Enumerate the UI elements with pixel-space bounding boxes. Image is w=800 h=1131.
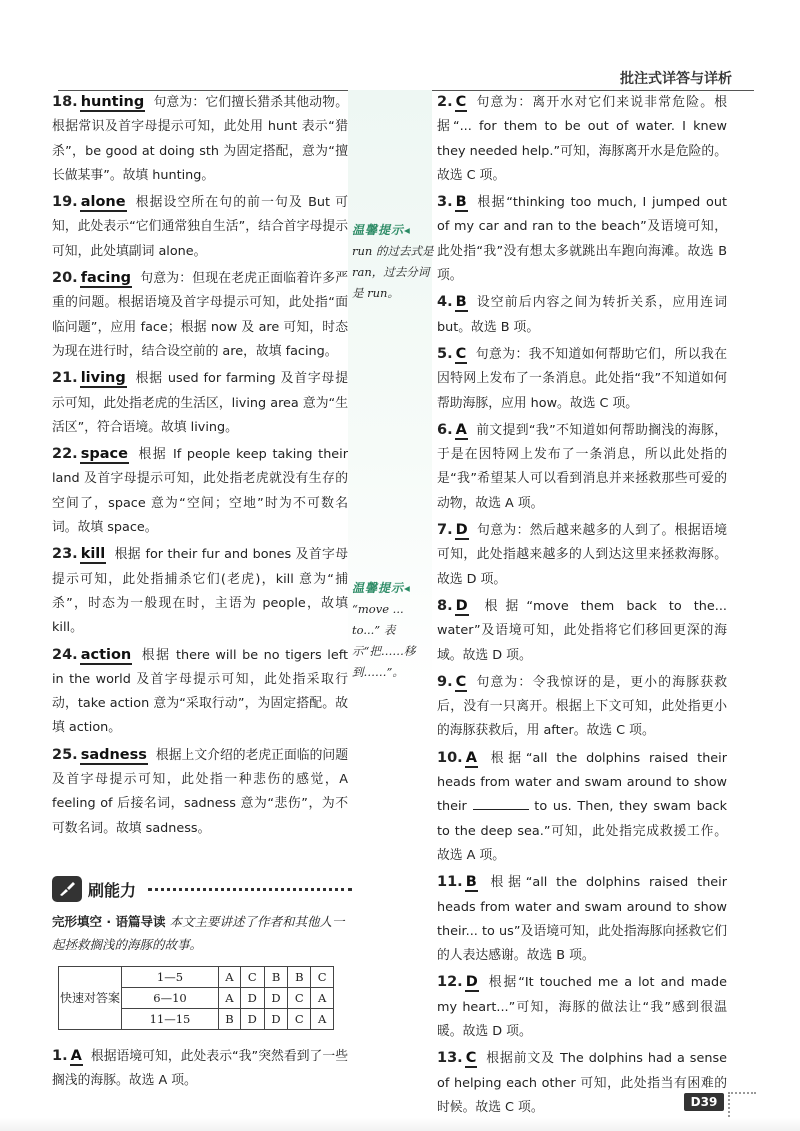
passage-intro bbox=[52, 910, 352, 956]
item-number: 22. bbox=[52, 446, 78, 463]
answer-cell: A bbox=[311, 1009, 334, 1030]
item-answer: action bbox=[80, 646, 132, 663]
item-explanation: 句意为：离开水对它们来说非常危险。根据“... for them to be out of water. I knew they needed help.”可知，海豚离开水是危险的。故选 C 项。 bbox=[437, 95, 727, 183]
item-explanation: 设空前后内容之间为转折关系，应用连词 but。故选 B 项。 bbox=[437, 295, 727, 335]
answer-cell: C bbox=[288, 988, 311, 1009]
quick-answer-table bbox=[58, 966, 334, 1030]
item-number: 5. bbox=[437, 345, 453, 362]
item-answer: A bbox=[455, 421, 467, 438]
item-number: 23. bbox=[52, 546, 78, 563]
answer-item-4 bbox=[437, 290, 727, 340]
right-column bbox=[437, 90, 727, 1122]
item-explanation: 句意为：令我惊讶的是，更小的海豚获救后，没有一只离开。根据上下文可知，此处指更小的海豚获救后，用 after。故选 C 项。 bbox=[437, 674, 727, 739]
answer-cell: D bbox=[264, 988, 288, 1009]
item-answer: C bbox=[455, 673, 467, 690]
item-explanation: 根据设空所在句的前一句及 But 可知，此处表示“它们通常独自生活”，结合首字母提示可知，此处填副词 alone。 bbox=[52, 195, 348, 259]
item-answer: A bbox=[465, 749, 477, 766]
answer-cell: A bbox=[218, 988, 240, 1009]
item-explanation: 根据 for their fur and bones 及首字母提示可知，此处指捕杀它们(老虎)，kill 意为“捕杀”，时态为一般现在时，主语为 people，故填 kill。 bbox=[52, 547, 348, 636]
left-column bbox=[52, 90, 348, 843]
item-answer: alone bbox=[80, 194, 126, 211]
item-explanation: 句意为：它们擅长猎杀其他动物。根据常识及首字母提示可知，此处用 hunt 表示“猎杀”，be good at doing sth 为固定搭配，意为“擅长做某事”。故填 hunting。 bbox=[52, 95, 348, 183]
item-explanation: 句意为：然后越来越多的人到了。根据语境可知，此处指越来越多的人到达这里来拯救海豚。故选 D 项。 bbox=[437, 523, 727, 587]
tip-arrow-icon: ◂ bbox=[404, 581, 410, 595]
item-answer: B bbox=[465, 874, 477, 891]
item-answer: hunting bbox=[80, 94, 145, 110]
range-cell: 11—15 bbox=[122, 1009, 219, 1030]
item-number: 4. bbox=[437, 294, 453, 311]
item-answer: living bbox=[80, 370, 126, 387]
item-number: 7. bbox=[437, 522, 453, 539]
item-number: 25. bbox=[52, 746, 78, 763]
intro-label: 完形填空 · 语篇导读 bbox=[52, 914, 166, 929]
item-number: 21. bbox=[52, 370, 78, 387]
item-explanation: 根据“thinking too much, I jumped out of my car and ran to the beach”及语境可知，此处指“我”没有想太多就跳出车跑向海滩。故选 B 项。 bbox=[437, 195, 727, 284]
item-number: 20. bbox=[52, 270, 78, 287]
item-number: 9. bbox=[437, 673, 453, 690]
answer-cell: D bbox=[240, 988, 264, 1009]
intro-text: 本文主要讲述了作者和其他人一起拯救搁浅的海豚的故事。 bbox=[52, 914, 345, 952]
item-answer: facing bbox=[80, 270, 132, 287]
item-number: 8. bbox=[437, 597, 453, 614]
item-number: 1. bbox=[52, 1048, 68, 1064]
item-explanation: 根据上文介绍的老虎正面临的问题及首字母提示可知，此处指一种悲伤的感觉，A feeling of 后接名词，sadness 意为“悲伤”，为不可数名词。故填 sadness。 bbox=[52, 747, 348, 836]
item-explanation: 根据前文及 The dolphins had a sense of helping each other 可知，此处指当有困难的时候。故选 C 项。 bbox=[437, 1051, 727, 1115]
tip-arrow-icon: ◂ bbox=[404, 223, 410, 237]
quick-answer-header: 快速对答案 bbox=[59, 967, 122, 1030]
answer-item-7 bbox=[437, 518, 727, 592]
page-header-title: 批注式详答与详析 bbox=[620, 71, 732, 87]
brush-icon bbox=[52, 876, 82, 902]
item-answer: B bbox=[455, 194, 467, 211]
item-explanation: 根据 there will be no tigers left in the world 及首字母提示可知，此处指采取行动，take action 意为“采取行动”，为固定搭配。故填 action。 bbox=[52, 647, 348, 736]
item-answer: B bbox=[455, 294, 467, 311]
item-number: 19. bbox=[52, 194, 78, 211]
answer-item-1 bbox=[52, 1044, 348, 1094]
item-number: 3. bbox=[437, 194, 453, 211]
item-explanation: 根据“all the dolphins raised their heads from water and swam around to show their... to us”及语境可知，此处指海豚向拯救它们的人表达感谢。故选 B 项。 bbox=[437, 875, 727, 964]
table-row bbox=[59, 967, 334, 988]
item-answer: D bbox=[465, 974, 478, 991]
answer-item-2 bbox=[437, 90, 727, 188]
item-number: 18. bbox=[52, 94, 78, 110]
answer-cell: A bbox=[311, 988, 334, 1009]
item-answer: C bbox=[455, 94, 467, 110]
tip-text: “move ... to...” 表示“把……移到……”。 bbox=[352, 602, 416, 679]
section-title: 刷能力 bbox=[88, 881, 137, 900]
item-explanation: 前文提到“我”不知道如何帮助搁浅的海豚，于是在因特网上发布了一条消息，所以此处指的是“我”希望某人可以看到消息并来拯救那些可爱的动物，故选 A 项。 bbox=[437, 422, 727, 511]
answer-cell: A bbox=[218, 967, 240, 988]
answer-item-11 bbox=[437, 870, 727, 968]
item-answer: kill bbox=[80, 546, 106, 563]
item-explanation-part2: to us. Then, they swam back to the deep sea.”可知，此处指完成救援工作。故选 A 项。 bbox=[437, 799, 728, 863]
item-answer: sadness bbox=[80, 746, 147, 763]
tip-note-2 bbox=[352, 578, 434, 683]
fill-blank bbox=[473, 797, 529, 810]
answer-item-12 bbox=[437, 970, 727, 1044]
item-number: 2. bbox=[437, 94, 453, 110]
item-number: 6. bbox=[437, 421, 453, 438]
tip-text: run 的过去式是 ran，过去分词是 run。 bbox=[352, 244, 434, 300]
item-answer: A bbox=[70, 1048, 82, 1064]
answer-item-5 bbox=[437, 342, 727, 416]
answer-item-22 bbox=[52, 442, 348, 540]
item-explanation: 根据“move them back to the... water”及语境可知，此处指将它们移回更深的海域。故选 D 项。 bbox=[437, 598, 727, 663]
answer-item-10 bbox=[437, 746, 727, 868]
item-answer: D bbox=[455, 522, 468, 539]
page-number: D39 bbox=[684, 1093, 724, 1111]
range-cell: 6—10 bbox=[122, 988, 219, 1009]
tip-note-1 bbox=[352, 220, 434, 304]
item-answer: space bbox=[80, 446, 128, 463]
answer-cell: B bbox=[218, 1009, 240, 1030]
item-explanation: 根据“It touched me a lot and made my heart...”可知，海豚的做法让“我”感到很温暖。故选 D 项。 bbox=[437, 975, 727, 1039]
answer-cell: D bbox=[240, 1009, 264, 1030]
item-number: 24. bbox=[52, 646, 78, 663]
item-number: 11. bbox=[437, 874, 463, 891]
item-number: 12. bbox=[437, 974, 463, 991]
corner-decoration bbox=[728, 1092, 756, 1120]
tip-label: 温馨提示 bbox=[352, 581, 405, 595]
answer-item-24 bbox=[52, 643, 348, 741]
answer-item-8 bbox=[437, 594, 727, 668]
answer-item-23 bbox=[52, 542, 348, 640]
item-explanation: 根据语境可知，此处表示“我”突然看到了一些搁浅的海豚。故选 A 项。 bbox=[52, 1049, 348, 1089]
tip-label: 温馨提示 bbox=[352, 223, 405, 237]
answer-item-20 bbox=[52, 266, 348, 364]
answer-item-25 bbox=[52, 743, 348, 841]
answer-item-3 bbox=[437, 190, 727, 288]
item-explanation: 句意为：我不知道如何帮助它们，所以我在因特网上发布了一条消息。此处指“我”不知道如何帮助海豚，应用 how。故选 C 项。 bbox=[437, 346, 727, 411]
item-answer: D bbox=[455, 597, 468, 614]
range-cell: 1—5 bbox=[122, 967, 219, 988]
answer-cell: C bbox=[240, 967, 264, 988]
item-explanation: 根据 If people keep taking their land 及首字母提示可知，此处指老虎就没有生存的空间了，space 意为“空间；空地”时为不可数名词。故填 space。 bbox=[52, 447, 348, 536]
item-number: 10. bbox=[437, 749, 463, 766]
answer-cell: C bbox=[288, 1009, 311, 1030]
item-answer: C bbox=[455, 345, 467, 362]
answer-item-9 bbox=[437, 670, 727, 744]
item-explanation: 根据 used for farming 及首字母提示可知，此处指老虎的生活区，living area 意为“生活区”，符合语境。故填 living。 bbox=[52, 371, 348, 435]
cloze-item-1 bbox=[52, 1044, 348, 1096]
answer-item-19 bbox=[52, 190, 348, 264]
answer-item-18 bbox=[52, 90, 348, 188]
item-explanation: 句意为：但现在老虎正面临着许多严重的问题。根据语境及首字母提示可知，此处指“面临问题”，应用 face；根据 now 及 are 可知，时态为现在进行时，结合设空前的 are，故填 facing。 bbox=[52, 271, 348, 359]
page-edge-shadow bbox=[0, 1118, 800, 1131]
answer-cell: B bbox=[288, 967, 311, 988]
item-explanation-part1: 根据“all the dolphins raised their heads from water and swam around to show their bbox=[437, 750, 727, 815]
item-answer: C bbox=[465, 1050, 477, 1067]
answer-item-6 bbox=[437, 418, 727, 516]
answer-cell: D bbox=[264, 1009, 288, 1030]
answer-cell: B bbox=[264, 967, 288, 988]
section-heading bbox=[52, 876, 352, 902]
section-dotted-rule bbox=[148, 888, 352, 891]
answer-item-21 bbox=[52, 366, 348, 440]
answer-cell: C bbox=[311, 967, 334, 988]
item-number: 13. bbox=[437, 1050, 463, 1067]
